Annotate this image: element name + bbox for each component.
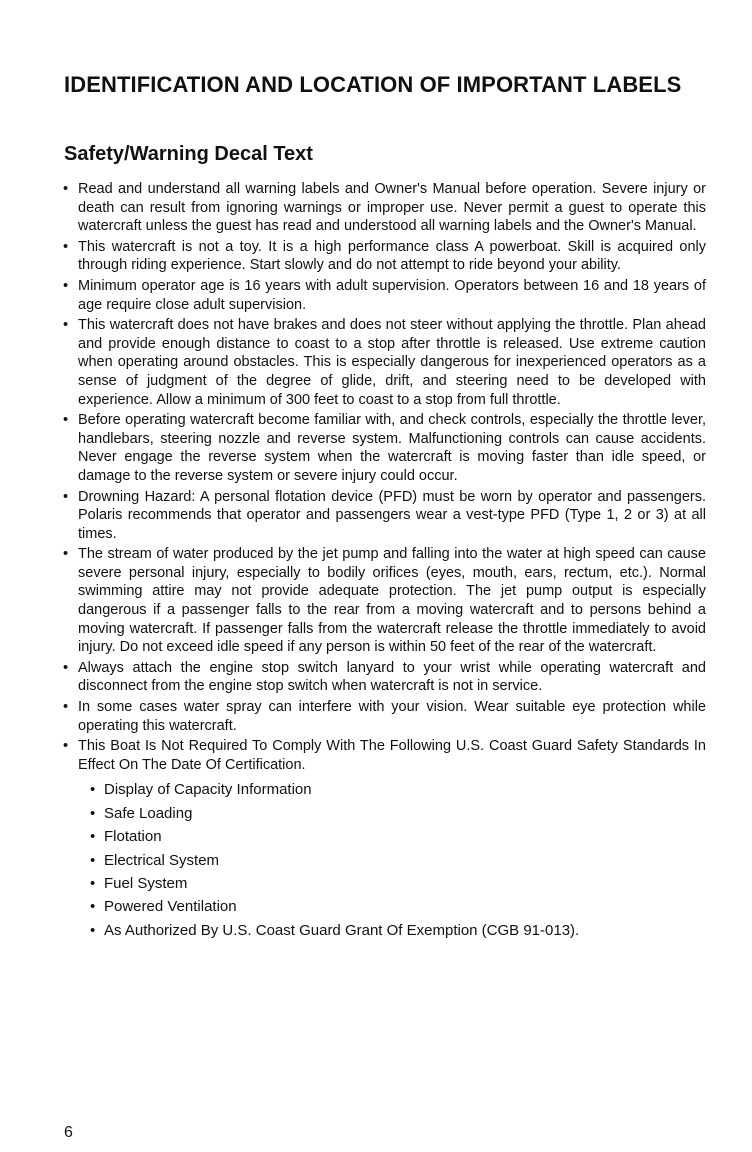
warning-text: Read and understand all warning labels and Owner's Manual before operation. Severe injury or death can result from ignoring warnings or improper use. Never permit a guest to operate this watercraft unless the guest has read and understood all warning labels and the Owner's Manual. <box>78 181 706 235</box>
standard-text: Safe Loading <box>104 804 193 822</box>
warning-item <box>62 698 706 735</box>
standard-item <box>78 849 706 872</box>
warning-text: This watercraft does not have brakes and does not steer without applying the throttle. Plan ahead and provide enough distance to coast to a stop after throttle is released. Use extreme caution when operating around obstacles. This is especially dangerous for inexperienced operators as a sense of judgment of the degree of glide, drift, and steering need to be developed with experience. Allow a minimum of 300 feet to coast to a stop from full throttle. <box>78 317 706 408</box>
standard-item <box>78 825 706 848</box>
warning-item <box>62 659 706 696</box>
standard-text: Electrical System <box>104 851 220 869</box>
standard-item <box>78 872 706 895</box>
warning-item <box>62 180 706 236</box>
bullet-icon: • <box>63 181 69 197</box>
warning-item <box>62 316 706 409</box>
standard-text: As Authorized By U.S. Coast Guard Grant Of Exemption (CGB 91-013). <box>104 921 580 939</box>
warning-item <box>62 488 706 544</box>
warning-text: In some cases water spray can interfere with your vision. Wear suitable eye protection while operating this watercraft. <box>78 699 706 734</box>
warning-item <box>62 411 706 485</box>
warning-text: Before operating watercraft become familiar with, and check controls, especially the throttle lever, handlebars, steering nozzle and reverse system. Malfunctioning controls can cause accidents. Never engage the reverse system when the watercraft is moving faster than idle speed, or damage to the reverse system or severe injury could occur. <box>78 412 706 484</box>
warning-item <box>62 545 706 657</box>
bullet-icon: • <box>63 738 69 755</box>
bullet-icon: • <box>90 804 96 822</box>
warning-item <box>62 238 706 275</box>
warning-list <box>62 180 706 944</box>
standard-text: Powered Ventilation <box>104 898 237 916</box>
bullet-icon: • <box>63 412 69 429</box>
warning-text: Drowning Hazard: A personal flotation device (PFD) must be worn by operator and passengers. Polaris recommends that operator and passengers wear a vest-type PFD (Type 1, 2 or 3) at all times. <box>78 488 706 542</box>
bullet-icon: • <box>90 828 96 846</box>
bullet-icon: • <box>63 277 69 294</box>
warning-text: This Boat Is Not Required To Comply With The Following U.S. Coast Guard Safety Standards In Effect On The Date Of Certification. <box>78 738 706 773</box>
warning-text: The stream of water produced by the jet pump and falling into the water at high speed can cause severe personal injury, especially to bodily orifices (eyes, mouth, ears, rectum, etc.). Normal swimming attire may not provide adequate protection. The jet pump output is especially dangerous if a passenger falls to the rear from a moving watercraft and to persons behind a moving watercraft. If passenger falls from the watercraft release the throttle immediately to avoid injury. Do not exceed idle speed if any person is within 50 feet of the rear of the watercraft. <box>78 546 706 656</box>
warning-text: This watercraft is not a toy. It is a high performance class A powerboat. Skill is acquired only through riding experience. Start slowly and do not attempt to ride beyond your ability. <box>78 238 706 274</box>
bullet-icon: • <box>90 875 96 893</box>
bullet-icon: • <box>90 781 96 799</box>
standard-text: Display of Capacity Information <box>104 781 312 799</box>
standard-text: Fuel System <box>104 875 188 893</box>
bullet-icon: • <box>90 898 96 916</box>
standards-list <box>78 778 706 942</box>
section-title: Safety/Warning Decal Text <box>64 143 313 165</box>
page-number: 6 <box>64 1124 73 1141</box>
bullet-icon: • <box>90 851 96 869</box>
bullet-icon: • <box>90 921 96 939</box>
standard-item <box>78 802 706 825</box>
bullet-icon: • <box>63 488 69 505</box>
standard-item <box>78 919 706 942</box>
bullet-icon: • <box>63 699 69 716</box>
bullet-icon: • <box>63 238 69 255</box>
bullet-icon: • <box>63 546 69 563</box>
warning-item <box>62 737 706 942</box>
bullet-icon: • <box>63 659 69 676</box>
warning-text: Minimum operator age is 16 years with adult supervision. Operators between 16 and 18 years of age require close adult supervision. <box>78 277 706 313</box>
standard-text: Flotation <box>104 828 162 846</box>
warning-item <box>62 277 706 314</box>
page-title: IDENTIFICATION AND LOCATION OF IMPORTANT LABELS <box>64 72 682 97</box>
bullet-icon: • <box>63 317 69 334</box>
warning-text: Always attach the engine stop switch lanyard to your wrist while operating watercraft and disconnect from the engine stop switch when watercraft is not in service. <box>78 659 706 695</box>
standard-item <box>78 895 706 918</box>
standard-item <box>78 778 706 801</box>
